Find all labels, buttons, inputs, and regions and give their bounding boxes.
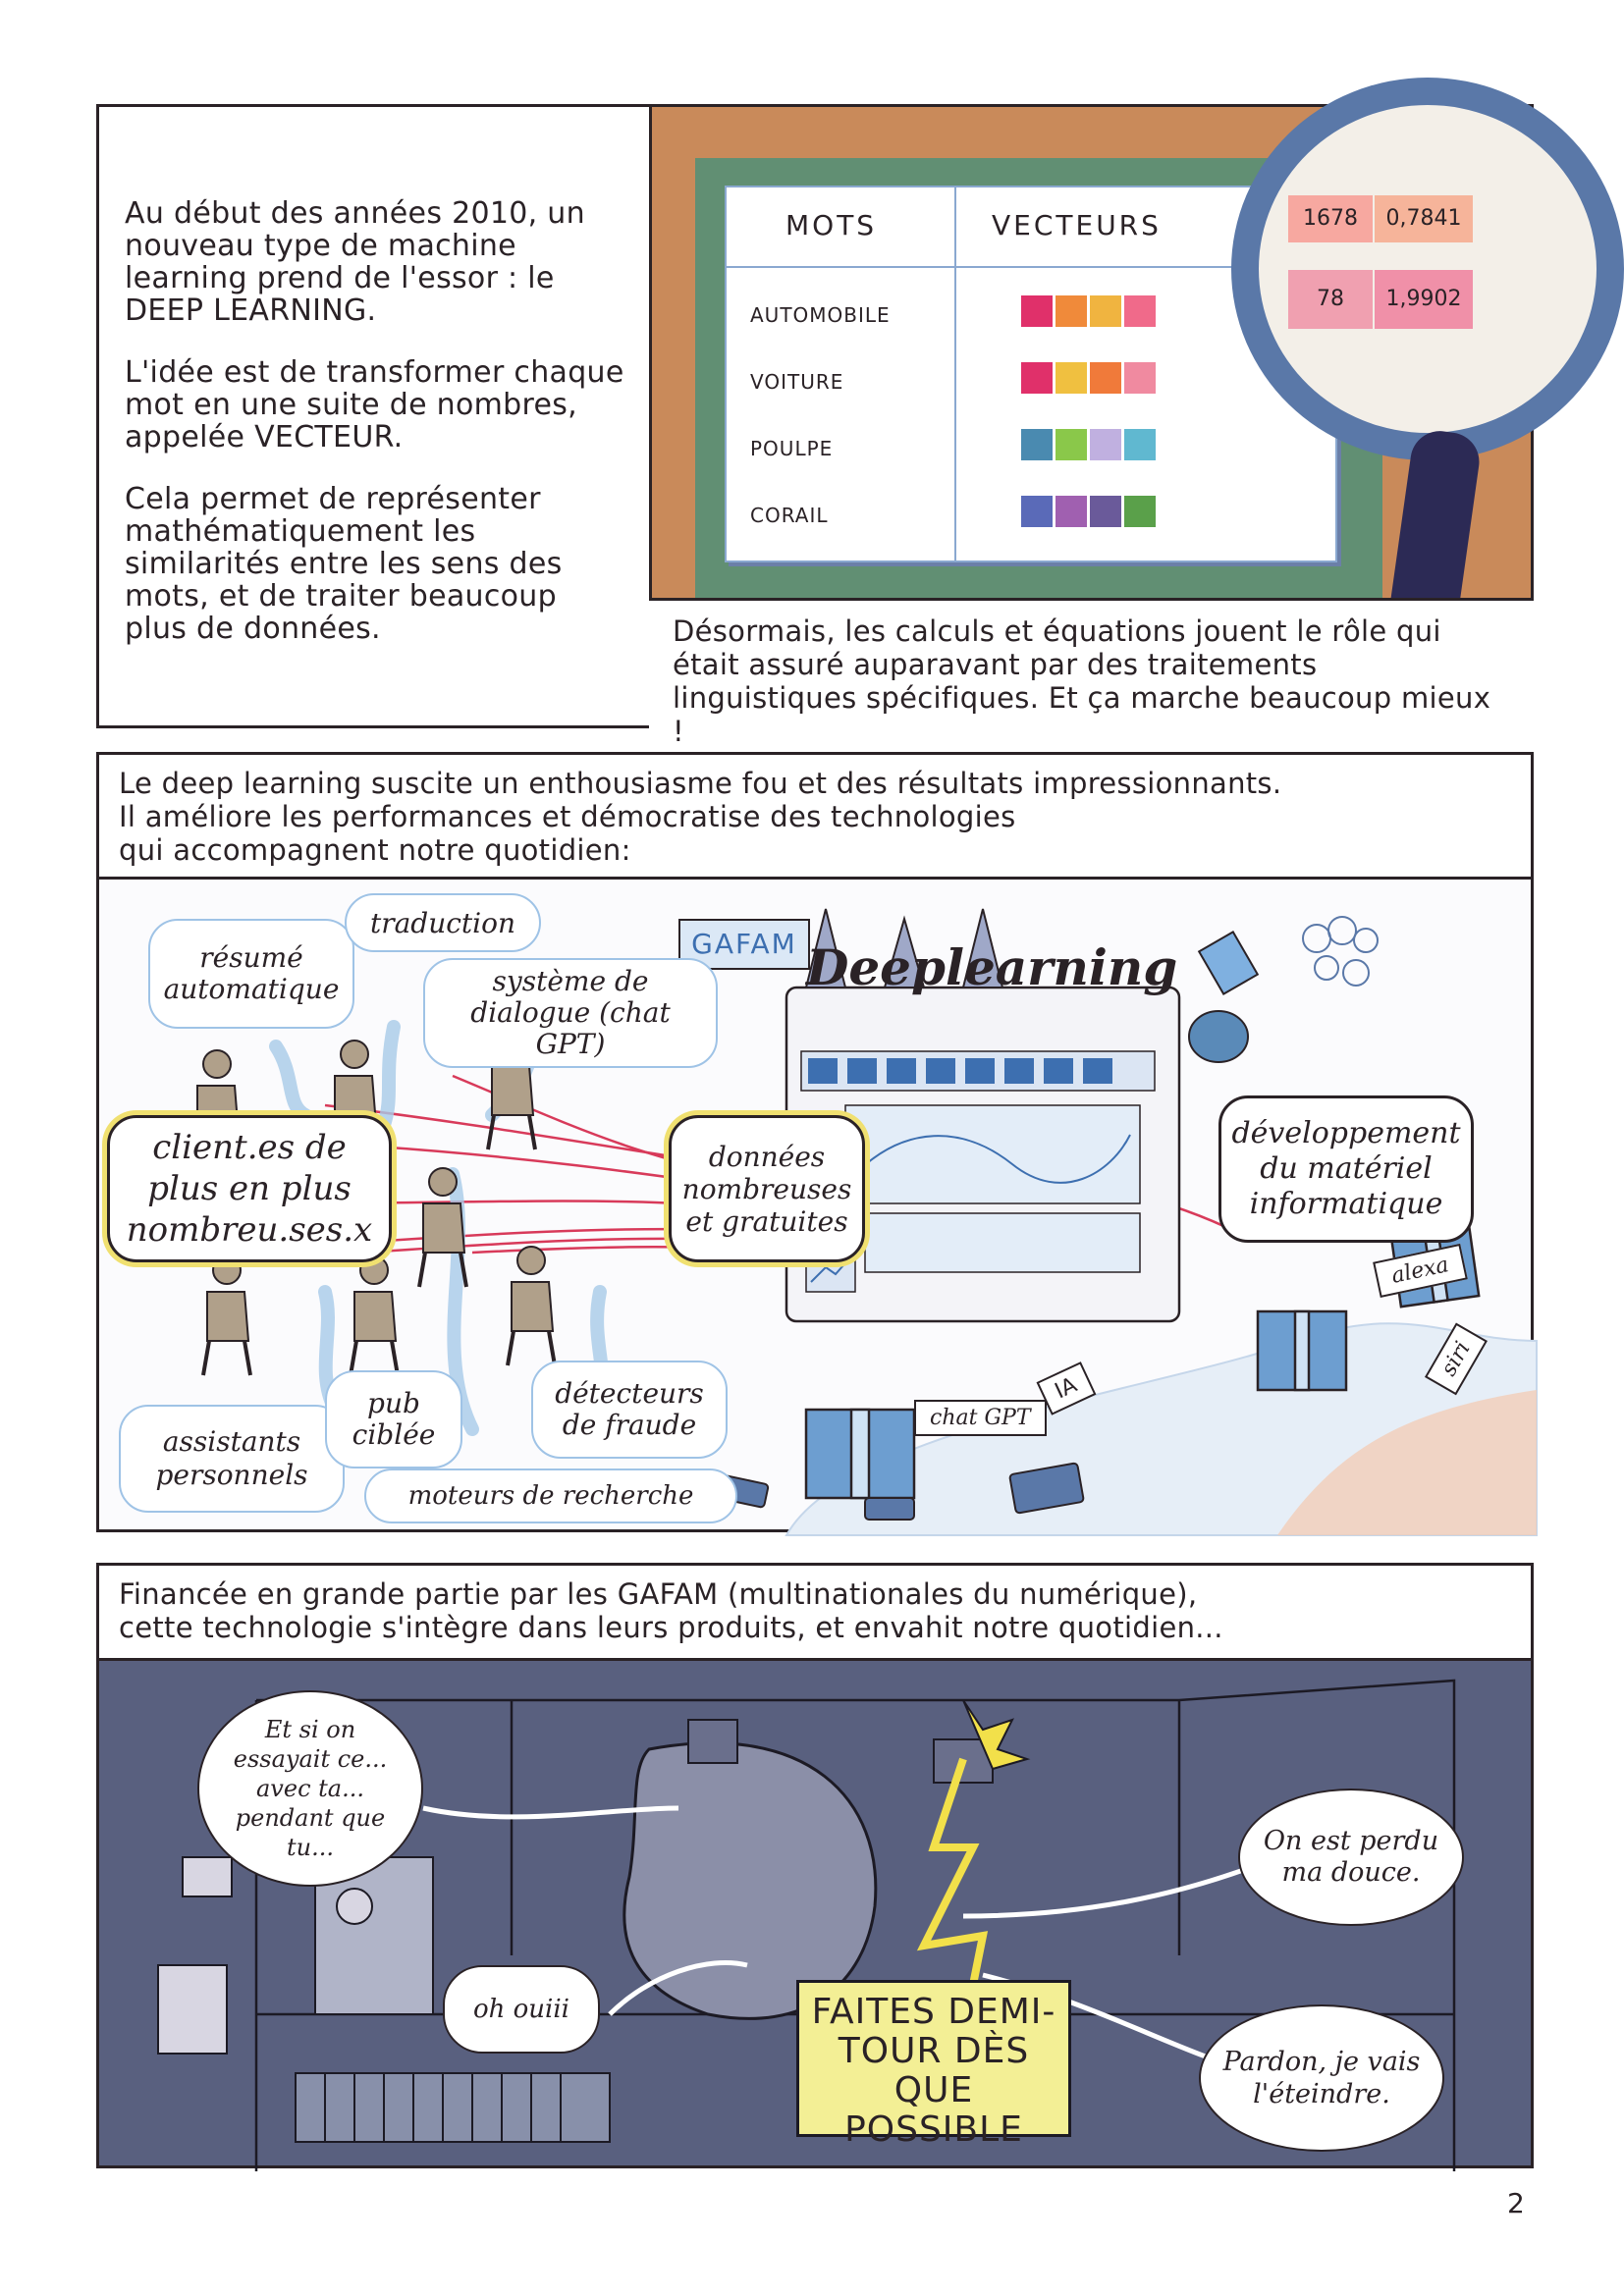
vector-swatch [1090,429,1121,460]
bubble-resume: résumé automatique [148,919,354,1029]
magnified-number: 1,9902 [1375,270,1473,329]
bubble-donnees: données nombreuses et gratuites [669,1115,865,1262]
bubble-traduction: traduction [345,893,541,952]
smoke-clouds [1303,917,1378,986]
tag-siri: siri [1425,1323,1488,1396]
bedroom-panel [96,1658,1534,2168]
caption-line: cette technologie s'intègre dans leurs produits, et envahit notre quotidien... [119,1611,1223,1644]
tag-chat-gpt: chat GPT [914,1400,1047,1436]
speech-left: Et si on essayait ce... avec ta... pendant que tu... [197,1690,423,1887]
bubble-clients: client.es de plus en plus nombreu.ses.x [107,1115,392,1262]
vector-row [727,352,1335,415]
vector-row [727,486,1335,549]
bubble-materiel: développement du matériel informatique [1218,1095,1474,1243]
vector-word: CORAIL [750,504,829,527]
bubble-moteurs: moteurs de recherche [364,1468,737,1523]
tag-alexa: alexa [1373,1244,1467,1298]
vector-swatch [1056,429,1087,460]
vector-swatch [1021,295,1053,327]
vector-swatch [1056,496,1087,527]
lamp [688,1720,737,1763]
client-figure [492,1243,570,1370]
vector-swatches [1021,429,1159,464]
client-figure [188,1253,266,1380]
radiator [296,2073,610,2142]
deep-learning-panel [96,877,1534,1532]
caption-line: Le deep learning suscite un enthousiasme fou et des résultats impressionnants. [119,767,1282,800]
bubble-fraude: détecteurs de fraude [531,1361,728,1459]
caption-line: Il améliore les performances et démocratise des technologies [119,800,1016,833]
vector-swatches [1021,295,1159,331]
bubble-assistants: assistants personnels [119,1405,345,1513]
tag-ia: IA [1037,1362,1097,1415]
speech-perdu: On est perdu ma douce. [1238,1789,1464,1926]
client-figure [404,1164,482,1292]
caption-line: qui accompagnent notre quotidien: [119,833,631,867]
vector-swatch [1021,496,1053,527]
tier1-caption: Désormais, les calculs et équations jouent le rôle qui était assuré auparavant par des traitements linguistiques spécifiques. Et ça marche beaucoup mieux ! [649,598,1534,731]
intro-paragraph: Au début des années 2010, un nouveau type de machine learning prend de l'essor : le DEEP LEARNING. [125,196,585,328]
intro-paragraph: L'idée est de transformer chaque mot en une suite de nombres, appelée VECTEUR. [125,355,624,454]
deeplearning-sign: Deeplearning [806,938,1178,996]
bubble-dialogue: système de dialogue (chat GPT) [423,958,718,1068]
vector-swatch [1124,362,1156,394]
vector-swatch [1090,362,1121,394]
gps-sign: FAITES DEMI-TOUR DÈS QUE POSSIBLE [796,1980,1071,2137]
vector-swatch [1090,496,1121,527]
intro-panel [96,104,652,728]
tier3-caption [96,1563,1534,1661]
bubble-pub: pub ciblée [325,1370,462,1468]
magnified-number: 1678 [1288,195,1373,242]
page-number: 2 [1507,2187,1525,2219]
col-header-vectors: VECTEURS [992,209,1162,241]
vector-swatch [1124,295,1156,327]
vector-swatches [1021,496,1159,531]
caption-line: Financée en grande partie par les GAFAM (multinationales du numérique), [119,1577,1198,1611]
vector-word: AUTOMOBILE [750,303,891,327]
magnified-number: 0,7841 [1375,195,1473,242]
speech-oh-ouiii: oh ouiii [443,1965,600,2054]
vector-word: POULPE [750,437,834,460]
tier2-caption [96,752,1534,880]
vector-swatch [1124,429,1156,460]
vector-swatch [1056,295,1087,327]
vector-swatch [1124,496,1156,527]
wall-picture [158,1965,227,2054]
gafam-banner: GAFAM [678,919,810,970]
wall-picture [183,1857,232,1896]
vector-swatch [1021,362,1053,394]
magnified-number: 78 [1288,270,1373,329]
vector-row [727,419,1335,482]
vector-swatch [1056,362,1087,394]
intro-paragraph: Cela permet de représenter mathématiquement les similarités entre les sens des mots, et de traiter beaucoup plus de données. [125,482,563,646]
client-figure [335,1253,413,1380]
vector-swatch [1021,429,1053,460]
vector-swatches [1021,362,1159,398]
vector-word: VOITURE [750,370,844,394]
speech-pardon: Pardon, je vais l'éteindre. [1199,2004,1444,2152]
vector-swatch [1090,295,1121,327]
magnifier-lens [1231,78,1624,460]
col-header-words: MOTS [785,209,878,241]
vector-table-panel [649,104,1534,748]
